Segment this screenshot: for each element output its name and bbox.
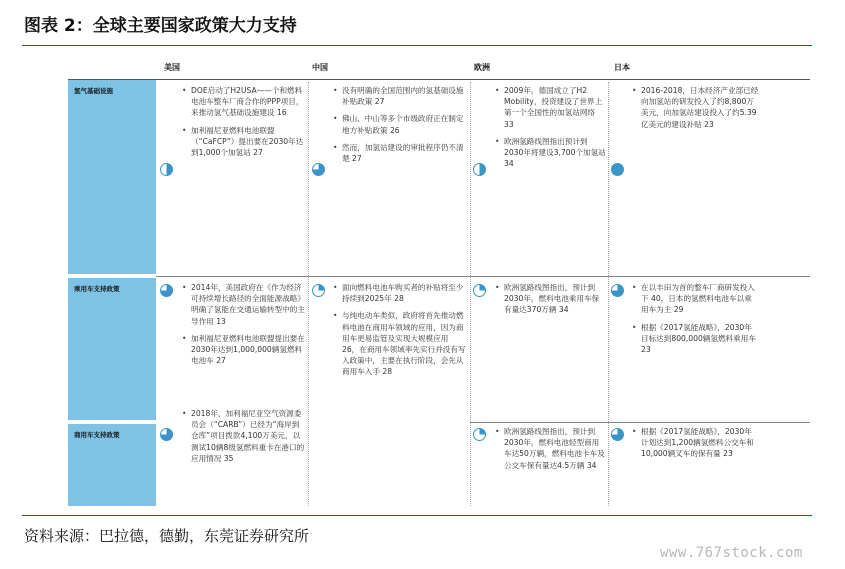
bullet-text: • 与纯电动车类似，政府将首先推动燃料电池在商用车领域的应用，因为商用车更易监管及实现大规模应用 26，在商用车领域率先实行并没有写入政策中，主要在执行阶段，会先从商用车入手 28 <box>332 310 467 377</box>
rating-three-quarter-icon <box>611 428 624 441</box>
rating-quarter-icon <box>312 284 325 297</box>
bottom-divider <box>22 515 812 516</box>
bullet-text: • 欧洲氢路线图指出预计到2030年将建设3,700个加氢站 34 <box>494 136 606 170</box>
cell-usa-infrastructure <box>181 85 306 164</box>
cell-europe-passenger <box>494 282 606 322</box>
row-label-hydrogen-infrastructure <box>68 80 156 274</box>
rating-half-icon <box>473 163 486 176</box>
rating-quarter-icon <box>473 284 486 297</box>
cell-europe-commercial <box>494 426 606 477</box>
row-divider <box>470 422 810 423</box>
source-note: 资料来源：巴拉德，德勤，东莞证券研究所 <box>24 527 310 545</box>
bullet-text: • 佛山、中山等多个市级政府正在制定地方补贴政策 26 <box>332 113 467 135</box>
bullet-text: • 2014年，美国政府在《作为经济可持续增长路径的全面能源战略》明确了氢能在交通运输转型中的主导作用 13 <box>181 282 306 327</box>
column-divider <box>608 82 609 506</box>
watermark: www.767stock.com <box>660 545 803 561</box>
rating-half-icon <box>160 163 173 176</box>
bullet-text: • 欧洲氢路线图指出，预计到2030年，燃料电池轻型商用车达50万辆，燃料电池卡车及公交车保有量达4.5万辆 34 <box>494 426 606 471</box>
column-header-europe: 欧洲 <box>474 63 490 72</box>
bullet-text: • 根据《2017氢能战略》，2030年计划达到1,200辆氢燃料公交车和10,000辆叉车的保有量 23 <box>631 426 759 460</box>
column-divider <box>308 82 309 506</box>
bullet-text: • 在以丰田为首的整车厂商研发投入下 40，日本的氢燃料电池车以乘用车为主 29 <box>631 282 759 316</box>
row-label-commercial-vehicle <box>68 424 156 506</box>
column-header-usa: 美国 <box>164 63 180 72</box>
bullet-text: • 加利福尼亚燃料电池联盟提出要在2030年达到1,000,000辆氢燃料电池车 27 <box>181 333 306 367</box>
header-rule <box>68 79 810 80</box>
bullet-text: • 欧洲氢路线图指出，预计到2030年，燃料电池乘用车保有量达370万辆 34 <box>494 282 606 316</box>
column-header-china: 中国 <box>312 63 328 72</box>
column-header-japan: 日本 <box>614 63 630 72</box>
bullet-text: • 没有明确的全国范围内的氢基础设施补贴政策 27 <box>332 85 467 107</box>
row-divider <box>156 276 810 277</box>
bullet-text: • 2016-2018，日本经济产业部已经向加氢站的研发投入了约8,800万美元，向加氢站建设投入了约5.39亿美元的建设补贴 23 <box>631 85 759 130</box>
rating-three-quarter-icon <box>160 284 173 297</box>
cell-usa-commercial <box>181 408 306 470</box>
rating-quarter-icon <box>473 428 486 441</box>
rating-three-quarter-icon <box>611 284 624 297</box>
cell-usa-passenger <box>181 282 306 372</box>
rating-three-quarter-icon <box>312 163 325 176</box>
rating-three-quarter-icon <box>160 428 173 441</box>
cell-china-infrastructure <box>332 85 467 170</box>
row-label-text: 商用车支持政策 <box>74 431 120 439</box>
bullet-text: • 根据《2017氢能战略》，2030年目标达到800,000辆氢燃料乘用车 23 <box>631 322 759 356</box>
cell-japan-infrastructure <box>631 85 759 136</box>
bullet-text: • 然而，加氢站建设的审批程序仍不清楚 27 <box>332 142 467 164</box>
page-title: 图表 2：全球主要国家政策大力支持 <box>24 16 297 36</box>
bullet-text: • 加利福尼亚燃料电池联盟（“CaFCP”）提出要在2030年达到1,000个加氢站 27 <box>181 125 306 159</box>
row-label-text: 氢气基础设施 <box>74 87 113 95</box>
row-label-text: 乘用车支持政策 <box>74 285 120 293</box>
rating-full-icon <box>611 163 624 176</box>
cell-japan-commercial <box>631 426 759 466</box>
row-label-passenger-vehicle <box>68 278 156 420</box>
column-divider <box>470 82 471 506</box>
bullet-text: • 面向燃料电池车购买者的补贴将至少持续到2025年 28 <box>332 282 467 304</box>
cell-europe-infrastructure <box>494 85 606 175</box>
top-divider <box>22 45 812 46</box>
cell-china-passenger <box>332 282 467 384</box>
bullet-text: • 2018年，加利福尼亚空气资源委员会（“CARB”）已经为“海岸到仓库”项目拨款4,100万美元，以测试10辆8级氢燃料重卡在港口的应用情况 35 <box>181 408 306 464</box>
bullet-text: • 2009年，德国成立了H2 Mobility，投资建设了世界上第一个全国性的加氢站网络 33 <box>494 85 606 130</box>
bullet-text: • DOE启动了H2USA——个和燃料电池车整车厂商合作的PPP项目，来推动氢气基础设施建设 16 <box>181 85 306 119</box>
cell-japan-passenger <box>631 282 759 361</box>
policy-table <box>68 60 810 506</box>
